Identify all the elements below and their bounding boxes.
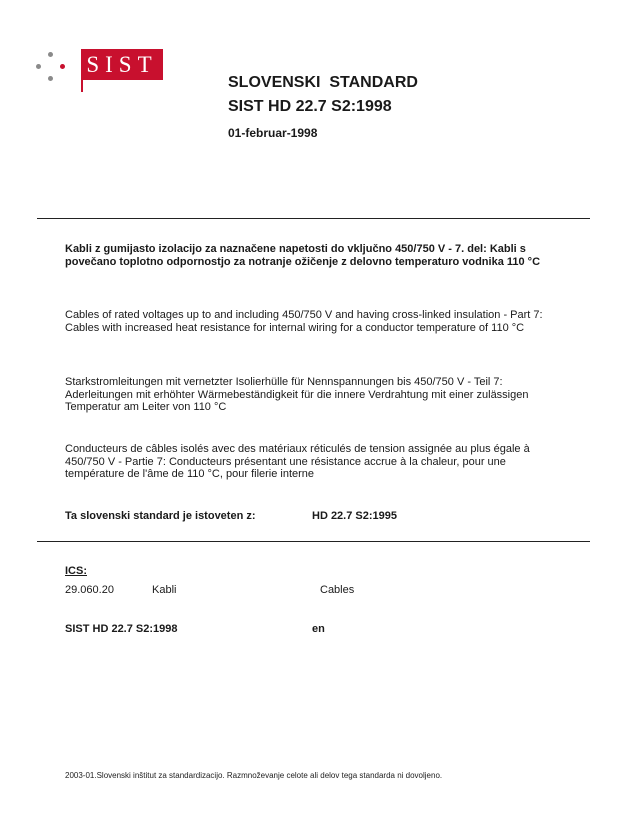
- identical-value: HD 22.7 S2:1995: [312, 510, 397, 522]
- title-slovenian: Kabli z gumijasto izolacijo za naznačene napetosti do vključno 450/750 V - 7. del: Kabli s povečano toplotno odpornostjo za notranje ožičenje z delovno temperaturo vodnika 110 °C: [65, 243, 541, 268]
- sist-logo: SIST: [81, 49, 163, 80]
- standard-title: SLOVENSKI STANDARD: [228, 74, 418, 91]
- standard-code: SIST HD 22.7 S2:1998: [228, 98, 392, 115]
- logo-dot-red: [60, 64, 65, 69]
- bottom-standard-code: SIST HD 22.7 S2:1998: [65, 623, 178, 635]
- logo-dot: [48, 52, 53, 57]
- ics-english: Cables: [320, 584, 355, 596]
- identical-label: Ta slovenski standard je istoveten z:: [65, 510, 256, 522]
- ics-code: 29.060.20: [65, 584, 114, 596]
- divider-top: [37, 218, 590, 219]
- ics-label: ICS:: [65, 565, 87, 577]
- logo-dot: [36, 64, 41, 69]
- divider-bottom: [37, 541, 590, 542]
- logo-tail: [81, 80, 83, 92]
- title-english: Cables of rated voltages up to and including 450/750 V and having cross-linked insulation - Part 7: Cables with increased heat resistance for internal wiring for a conductor temperature of 110 °C: [65, 309, 543, 334]
- ics-slovenian: Kabli: [152, 584, 177, 596]
- logo-dots-icon: [36, 52, 66, 82]
- copyright-footer: 2003-01.Slovenski inštitut za standardizacijo. Razmnoževanje celote ali delov tega standarda ni dovoljeno.: [65, 771, 443, 780]
- standard-date: 01-februar-1998: [228, 126, 318, 140]
- title-french: Conducteurs de câbles isolés avec des matériaux réticulés de tension assignée au plus égale à 450/750 V - Partie 7: Conducteurs présentant une résistance accrue à la chaleur, pour une température de l'âme de 110 °C, pour filerie interne: [65, 443, 530, 480]
- logo-dot: [48, 76, 53, 81]
- title-german: Starkstromleitungen mit vernetzter Isolierhülle für Nennspannungen bis 450/750 V - Teil 7: Aderleitungen mit erhöhter Wärmebeständigkeit für die innere Verdrahtung mit einer zulässigen Temperatur am Leiter von 110 °C: [65, 376, 529, 413]
- bottom-language: en: [312, 623, 325, 635]
